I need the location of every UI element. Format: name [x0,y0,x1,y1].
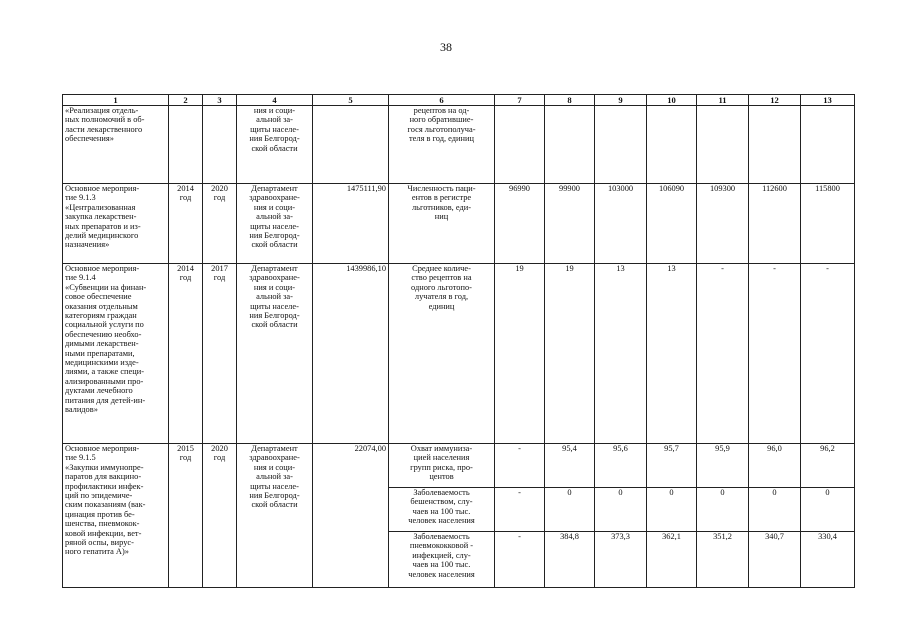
value-cell: 96990 [495,184,545,264]
value-cell: 112600 [749,184,801,264]
cell [169,106,203,184]
executor-cell: Департамент здравоохране- ния и соци- альной за- щиты населе- ния Белгород- ской области [237,444,313,588]
executor-cell: Департамент здравоохране- ния и соци- альной за- щиты населе- ния Белгород- ской области [237,264,313,444]
value-cell: 0 [595,488,647,532]
indicator-cell: Заболеваемость бешенством, слу- чаев на 100 тыс. человек населения [389,488,495,532]
start-year-cell: 2014 год [169,264,203,444]
value-cell: 0 [749,488,801,532]
cell [647,106,697,184]
value-cell: 384,8 [545,532,595,588]
value-cell: 95,9 [697,444,749,488]
value-cell: 13 [647,264,697,444]
start-year-cell: 2014 год [169,184,203,264]
value-cell: 19 [495,264,545,444]
value-cell: 106090 [647,184,697,264]
col-header: 1 [63,95,169,106]
col-header: 8 [545,95,595,106]
program-table [62,94,855,588]
value-cell: - [495,488,545,532]
value-cell: 95,6 [595,444,647,488]
measure-cell: Основное мероприя- тие 9.1.5 «Закупки иммунопре- паратов для вакцино- профилактики инфек- ций по эпидемиче- ским показаниям (вак- цинация против бе- шенства, пневмокок- ковой инфекции, вет- ряной оспы, вирус- ного гепатита А)» [63,444,169,588]
value-cell: 0 [801,488,855,532]
value-cell: 362,1 [647,532,697,588]
cell [697,106,749,184]
funding-cell: 22074,00 [313,444,389,588]
col-header: 7 [495,95,545,106]
col-header: 11 [697,95,749,106]
measure-cell: Основное мероприя- тие 9.1.3 «Централизованная закупка лекарствен- ных препаратов и из- делий медицинского назначения» [63,184,169,264]
col-header: 4 [237,95,313,106]
measure-cell: «Реализация отдель- ных полномочий в об- ласти лекарственного обеспечения» [63,106,169,184]
value-cell: 96,2 [801,444,855,488]
cell [749,106,801,184]
col-header: 2 [169,95,203,106]
indicator-cell: Охват иммуниза- цией населения групп риска, про- центов [389,444,495,488]
cell [203,106,237,184]
value-cell: 115800 [801,184,855,264]
value-cell: 373,3 [595,532,647,588]
executor-cell: ния и соци- альной за- щиты населе- ния Белгород- ской области [237,106,313,184]
col-header: 6 [389,95,495,106]
col-header: 12 [749,95,801,106]
value-cell: - [495,444,545,488]
col-header: 13 [801,95,855,106]
indicator-cell: Заболеваемость пневмококковой - инфекцией, слу- чаев на 100 тыс. человек населения [389,532,495,588]
value-cell: 351,2 [697,532,749,588]
funding-cell: 1439986,10 [313,264,389,444]
col-header: 5 [313,95,389,106]
value-cell: 96,0 [749,444,801,488]
table-row [63,184,855,264]
table-row [63,106,855,184]
end-year-cell: 2017 год [203,264,237,444]
table-row [63,444,855,488]
value-cell: - [697,264,749,444]
col-header: 3 [203,95,237,106]
measure-cell: Основное мероприя- тие 9.1.4 «Субвенции на финан- совое обеспечение оказания отдельным категориям граждан социальной услуги по обеспечению необхо- димыми лекарствен- ными препаратами, медицинскими изде- лиями, а также специ- ализированными про- дуктами лечебного питания для детей-ин- валидов» [63,264,169,444]
cell [545,106,595,184]
indicator-cell: Численность паци- ентов в регистре льготников, еди- ниц [389,184,495,264]
value-cell: 13 [595,264,647,444]
value-cell: - [749,264,801,444]
indicator-cell: Среднее количе- ство рецептов на одного льготопо- лучателя в год, единиц [389,264,495,444]
value-cell: 95,7 [647,444,697,488]
end-year-cell: 2020 год [203,184,237,264]
value-cell: - [495,532,545,588]
indicator-cell: рецептов на од- ного обратившие- гося льготополуча- теля в год, единиц [389,106,495,184]
cell [801,106,855,184]
cell [495,106,545,184]
value-cell: 0 [697,488,749,532]
value-cell: 109300 [697,184,749,264]
col-header: 10 [647,95,697,106]
table-row [63,264,855,444]
value-cell: 340,7 [749,532,801,588]
cell [313,106,389,184]
value-cell: 99900 [545,184,595,264]
value-cell: 95,4 [545,444,595,488]
value-cell: 330,4 [801,532,855,588]
value-cell: 103000 [595,184,647,264]
page-number: 38 [440,40,452,54]
value-cell: 0 [545,488,595,532]
funding-cell: 1475111,90 [313,184,389,264]
executor-cell: Департамент здравоохране- ния и соци- альной за- щиты населе- ния Белгород- ской области [237,184,313,264]
header-row [63,95,855,106]
cell [595,106,647,184]
value-cell: 19 [545,264,595,444]
start-year-cell: 2015 год [169,444,203,588]
end-year-cell: 2020 год [203,444,237,588]
col-header: 9 [595,95,647,106]
value-cell: - [801,264,855,444]
value-cell: 0 [647,488,697,532]
